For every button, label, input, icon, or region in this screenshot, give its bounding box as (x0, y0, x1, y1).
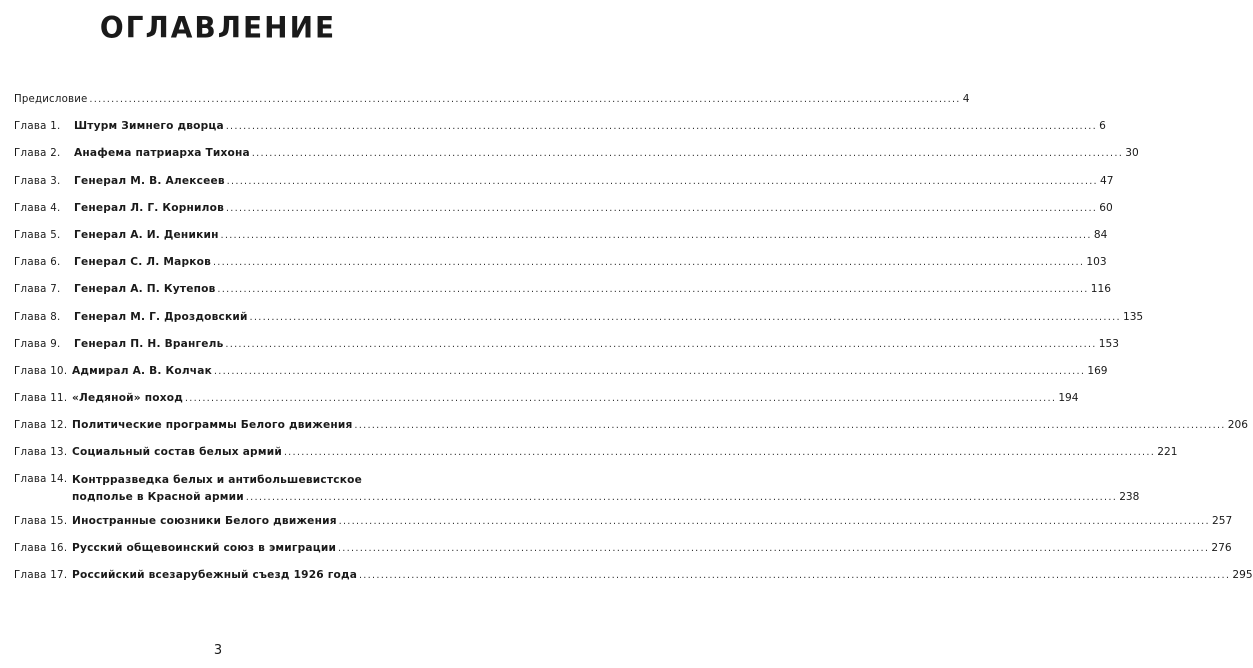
toc-entry-chapter-11[interactable] (14, 391, 1079, 418)
toc-entry-chapter-16[interactable] (14, 541, 1232, 568)
toc-entry-page: 103 (1086, 256, 1107, 269)
toc-entry-title: «Ледяной» поход (72, 392, 184, 405)
leader-dots (225, 338, 1096, 352)
toc-entry-chapter: Глава 17. (14, 570, 68, 581)
toc-entry-title: Генерал П. Н. Врангель (74, 337, 224, 350)
toc-entry-page: 60 (1099, 201, 1113, 214)
leader-dots (355, 419, 1226, 433)
toc-entry-chapter: Глава 15. (14, 515, 68, 527)
leader-dots (227, 175, 1098, 189)
toc-entry-chapter-10[interactable] (14, 364, 1108, 391)
toc-entry-page: 295 (1232, 569, 1253, 581)
toc-entry-chapter-9[interactable] (14, 337, 1120, 364)
toc-entry-second-line (72, 490, 1139, 505)
toc-entry-chapter-13[interactable] (14, 445, 1178, 472)
toc-entry-chapter: Глава 2. (14, 148, 61, 160)
leader-dots (339, 515, 1210, 529)
toc-entry-chapter: Глава 12. (14, 420, 68, 432)
toc-entry-title: Генерал С. Л. Марков (74, 256, 212, 269)
toc-entry-chapter: Глава 14. (14, 473, 68, 485)
toc-entry-chapter-17[interactable] (14, 568, 1253, 595)
toc-entry-page: 276 (1211, 541, 1232, 554)
leader-dots (284, 446, 1155, 460)
leader-dots (226, 120, 1097, 134)
toc-entry-title: Генерал М. В. Алексеев (74, 174, 225, 187)
toc-entry-title: Предисловие (14, 94, 88, 105)
toc-entry-page: 238 (1119, 490, 1140, 503)
toc-entry-page: 153 (1098, 337, 1120, 350)
toc-entry-page: 84 (1093, 228, 1108, 241)
leader-dots (246, 491, 1117, 505)
toc-entry-title: Штурм Зимнего дворца (74, 120, 224, 133)
toc-entry-preface[interactable] (14, 92, 970, 119)
toc-entry-chapter-3[interactable] (14, 174, 1114, 201)
toc-entry-page: 47 (1100, 174, 1114, 187)
toc-entry-chapter: Глава 5. (14, 229, 61, 241)
leader-dots (185, 392, 1056, 406)
toc-entry-body (72, 473, 1139, 505)
leader-dots (90, 93, 961, 107)
toc-entry-title: Генерал А. И. Деникин (74, 228, 219, 241)
page-number: 3 (213, 643, 223, 658)
toc-entry-page: 194 (1058, 392, 1079, 405)
toc-entry-title: Генерал М. Г. Дроздовский (74, 310, 248, 323)
toc-entry-page: 257 (1212, 514, 1233, 527)
toc-entry-chapter-8[interactable] (14, 310, 1144, 337)
toc-entry-chapter-4[interactable] (14, 201, 1113, 228)
toc-entry-chapter: Глава 7. (14, 284, 61, 296)
toc-entry-chapter-2[interactable] (14, 146, 1139, 173)
toc-entry-chapter-1[interactable] (14, 119, 1106, 146)
leader-dots (213, 256, 1084, 270)
page-title: ОГЛАВЛЕНИЕ (99, 10, 337, 45)
toc-entry-title-continued: подполье в Красной армии (72, 490, 244, 503)
toc-entry-chapter: Глава 1. (14, 121, 61, 133)
toc-entry-chapter-7[interactable] (14, 282, 1112, 309)
leader-dots (218, 283, 1089, 297)
toc-entry-chapter-12[interactable] (14, 418, 1249, 445)
leader-dots (252, 147, 1123, 161)
toc-entry-page: 135 (1122, 310, 1144, 323)
toc-entry-title: Социальный состав белых армий (72, 446, 282, 459)
toc-entry-chapter: Глава 3. (14, 175, 61, 187)
toc-entry-chapter: Глава 8. (14, 311, 61, 323)
toc-entry-title: Контрразведка белых и антибольшевистское (72, 473, 362, 486)
toc-entry-title: Генерал А. П. Кутепов (74, 283, 216, 296)
toc-entry-chapter: Глава 16. (14, 542, 68, 554)
toc-entry-title: Адмирал А. В. Колчак (72, 364, 213, 377)
toc-entry-page: 4 (962, 93, 970, 105)
toc-entry-page: 169 (1087, 364, 1108, 377)
table-of-contents (14, 92, 1253, 595)
leader-dots (338, 542, 1209, 556)
leader-dots (226, 202, 1097, 216)
leader-dots (214, 365, 1085, 379)
toc-entry-page: 206 (1227, 419, 1249, 432)
toc-entry-title: Генерал Л. Г. Корнилов (74, 201, 224, 214)
toc-entry-chapter: Глава 10. (14, 365, 68, 377)
toc-entry-chapter-5[interactable] (14, 228, 1108, 255)
leader-dots (221, 229, 1092, 243)
toc-entry-chapter-15[interactable] (14, 514, 1233, 541)
leader-dots (250, 311, 1121, 325)
toc-entry-title: Российский всезарубежный съезд 1926 года (72, 569, 358, 581)
toc-entry-page: 116 (1090, 283, 1112, 296)
toc-entry-title: Анафема патриарха Тихона (74, 147, 250, 160)
toc-entry-chapter-6[interactable] (14, 255, 1107, 282)
toc-entry-chapter: Глава 9. (14, 338, 61, 350)
leader-dots (359, 569, 1230, 583)
toc-entry-title: Иностранные союзники Белого движения (72, 514, 337, 527)
toc-entry-chapter: Глава 13. (14, 447, 68, 459)
toc-entry-chapter: Глава 6. (14, 257, 61, 269)
toc-entry-title: Политические программы Белого движения (72, 419, 353, 432)
toc-entry-title: Русский общевоинский союз в эмиграции (72, 541, 337, 554)
toc-entry-chapter-14[interactable] (14, 473, 1140, 514)
toc-entry-page: 6 (1099, 120, 1106, 133)
toc-entry-page: 221 (1157, 446, 1178, 459)
toc-entry-page: 30 (1125, 147, 1139, 160)
toc-entry-chapter: Глава 11. (14, 393, 68, 405)
toc-entry-chapter: Глава 4. (14, 202, 61, 214)
